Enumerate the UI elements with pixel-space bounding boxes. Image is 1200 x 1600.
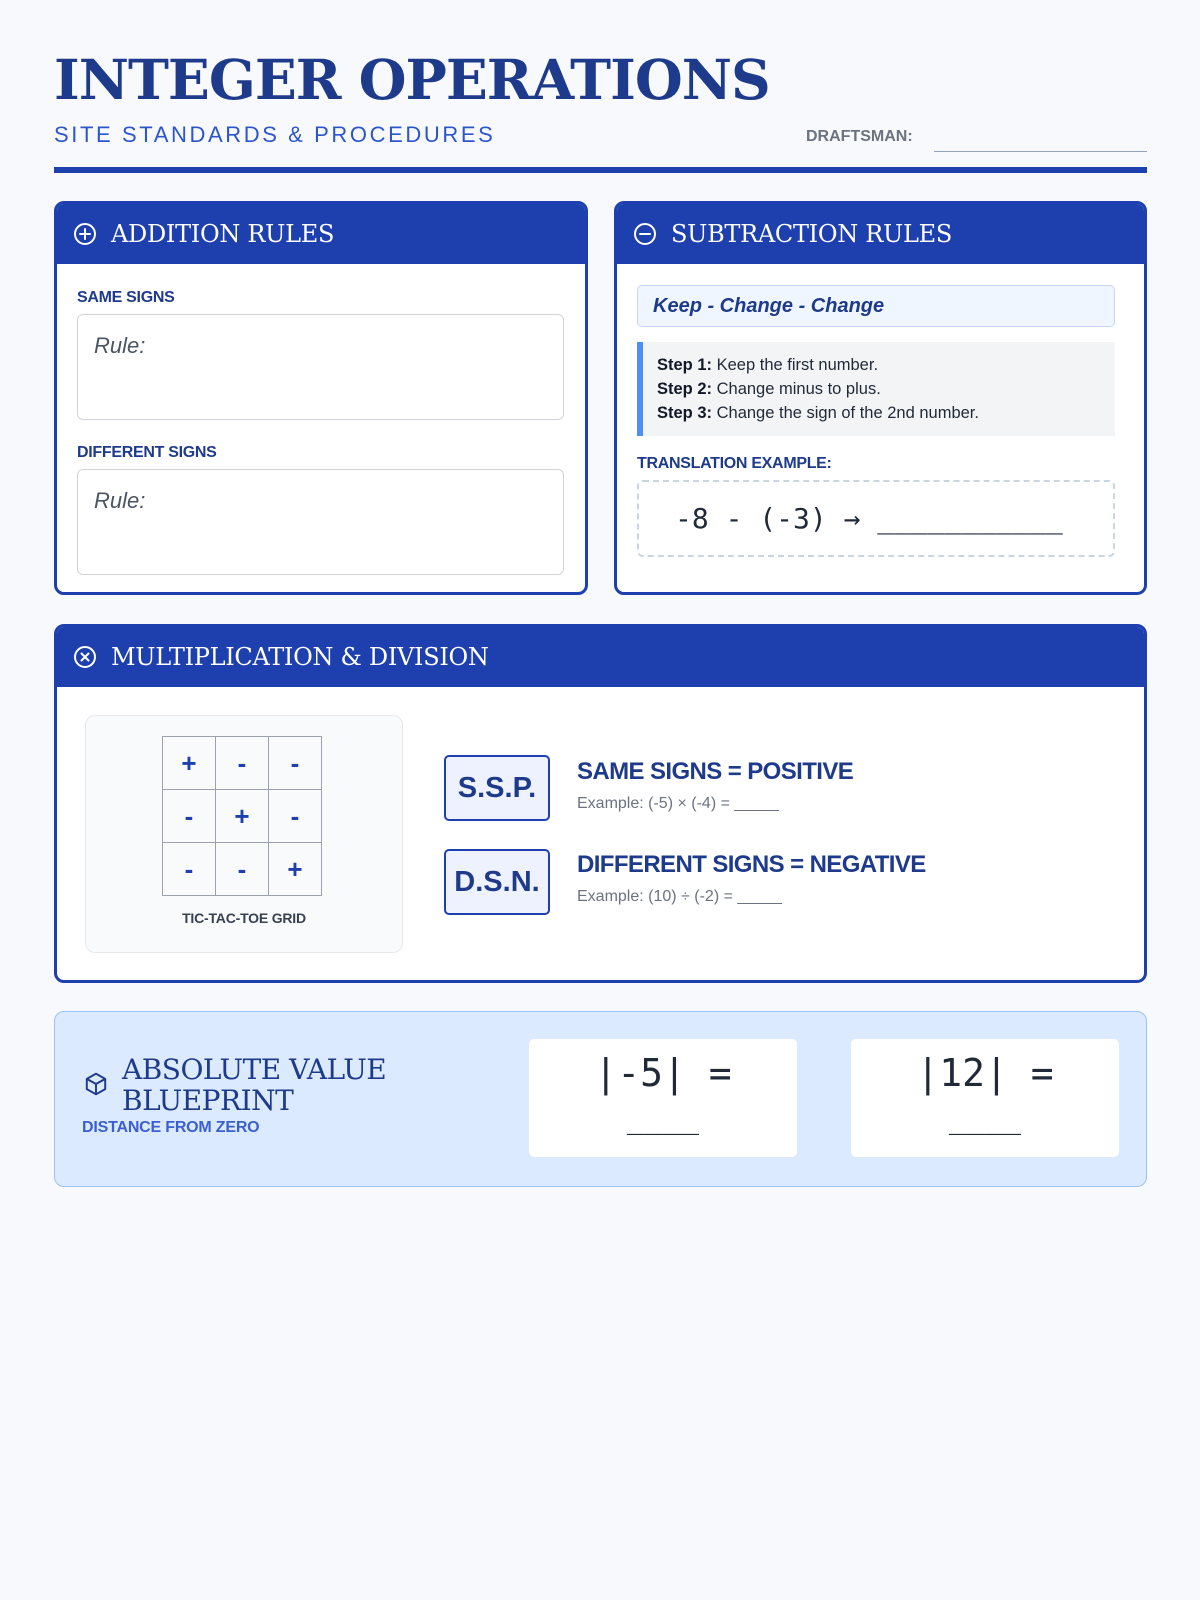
grid-cell: - [269, 737, 322, 790]
minus-circle-icon [633, 222, 657, 246]
different-signs-example: Example: (10) ÷ (-2) = _____ [577, 888, 782, 905]
absolute-value-problem[interactable] [851, 1039, 1119, 1157]
absolute-value-title: ABSOLUTE VALUE BLUEPRINT [122, 1053, 387, 1117]
plus-circle-icon [73, 222, 97, 246]
cube-icon [83, 1071, 109, 1097]
grid-cell: - [163, 843, 216, 896]
keep-change-change-banner: Keep - Change - Change [637, 285, 1115, 327]
absolute-value-subtitle: DISTANCE FROM ZERO [82, 1119, 260, 1136]
grid-caption: TIC-TAC-TOE GRID [182, 910, 306, 926]
tic-tac-toe-grid [162, 736, 322, 896]
different-signs-negative-title: DIFFERENT SIGNS = NEGATIVE [577, 851, 926, 878]
answer-blank: ____ [948, 1101, 1022, 1136]
subtraction-steps [637, 342, 1115, 436]
page-subtitle: SITE STANDARDS & PROCEDURES [54, 122, 496, 147]
grid-cell: - [269, 790, 322, 843]
different-signs-rule-field[interactable] [77, 469, 564, 575]
absolute-value-card [54, 1011, 1147, 1187]
absolute-value-problem[interactable] [529, 1039, 797, 1157]
subtraction-card-title: SUBTRACTION RULES [671, 220, 952, 248]
times-circle-icon [73, 645, 97, 669]
multiplication-card-title: MULTIPLICATION & DIVISION [111, 643, 489, 671]
multiplication-division-card [54, 624, 1147, 983]
dsn-badge: D.S.N. [444, 849, 550, 915]
grid-cell: + [269, 843, 322, 896]
grid-cell: - [163, 790, 216, 843]
problem-expression: |12| = [916, 1051, 1054, 1095]
tic-tac-toe-panel [85, 715, 403, 953]
problem-expression: |-5| = [594, 1051, 732, 1095]
different-signs-label: DIFFERENT SIGNS [77, 444, 217, 461]
translation-example-field[interactable]: -8 - (-3) → ___________ [637, 480, 1115, 557]
same-signs-label: SAME SIGNS [77, 289, 175, 306]
same-signs-rule-text: Rule: [94, 333, 146, 358]
subtraction-card-header [617, 204, 1144, 264]
same-signs-positive-title: SAME SIGNS = POSITIVE [577, 758, 854, 785]
same-signs-rule-field[interactable] [77, 314, 564, 420]
grid-cell: + [163, 737, 216, 790]
grid-cell: - [216, 737, 269, 790]
step-3: Step 3: Change the sign of the 2nd number. [657, 404, 979, 422]
different-signs-rule-text: Rule: [94, 488, 146, 513]
page-title: INTEGER OPERATIONS [54, 47, 770, 112]
draftsman-name-field[interactable] [934, 151, 1147, 152]
same-signs-example: Example: (-5) × (-4) = _____ [577, 795, 779, 812]
step-1: Step 1: Keep the first number. [657, 356, 879, 374]
draftsman-label: DRAFTSMAN: [806, 128, 913, 145]
addition-rules-card [54, 201, 588, 595]
ssp-badge: S.S.P. [444, 755, 550, 821]
multiplication-card-header [57, 627, 1144, 687]
step-2: Step 2: Change minus to plus. [657, 380, 881, 398]
addition-card-title: ADDITION RULES [111, 220, 335, 248]
grid-cell: + [216, 790, 269, 843]
subtraction-rules-card [614, 201, 1147, 595]
addition-card-header [57, 204, 585, 264]
grid-cell: - [216, 843, 269, 896]
answer-blank: ____ [626, 1101, 700, 1136]
translation-example-label: TRANSLATION EXAMPLE: [637, 455, 832, 472]
header-divider [54, 167, 1147, 173]
